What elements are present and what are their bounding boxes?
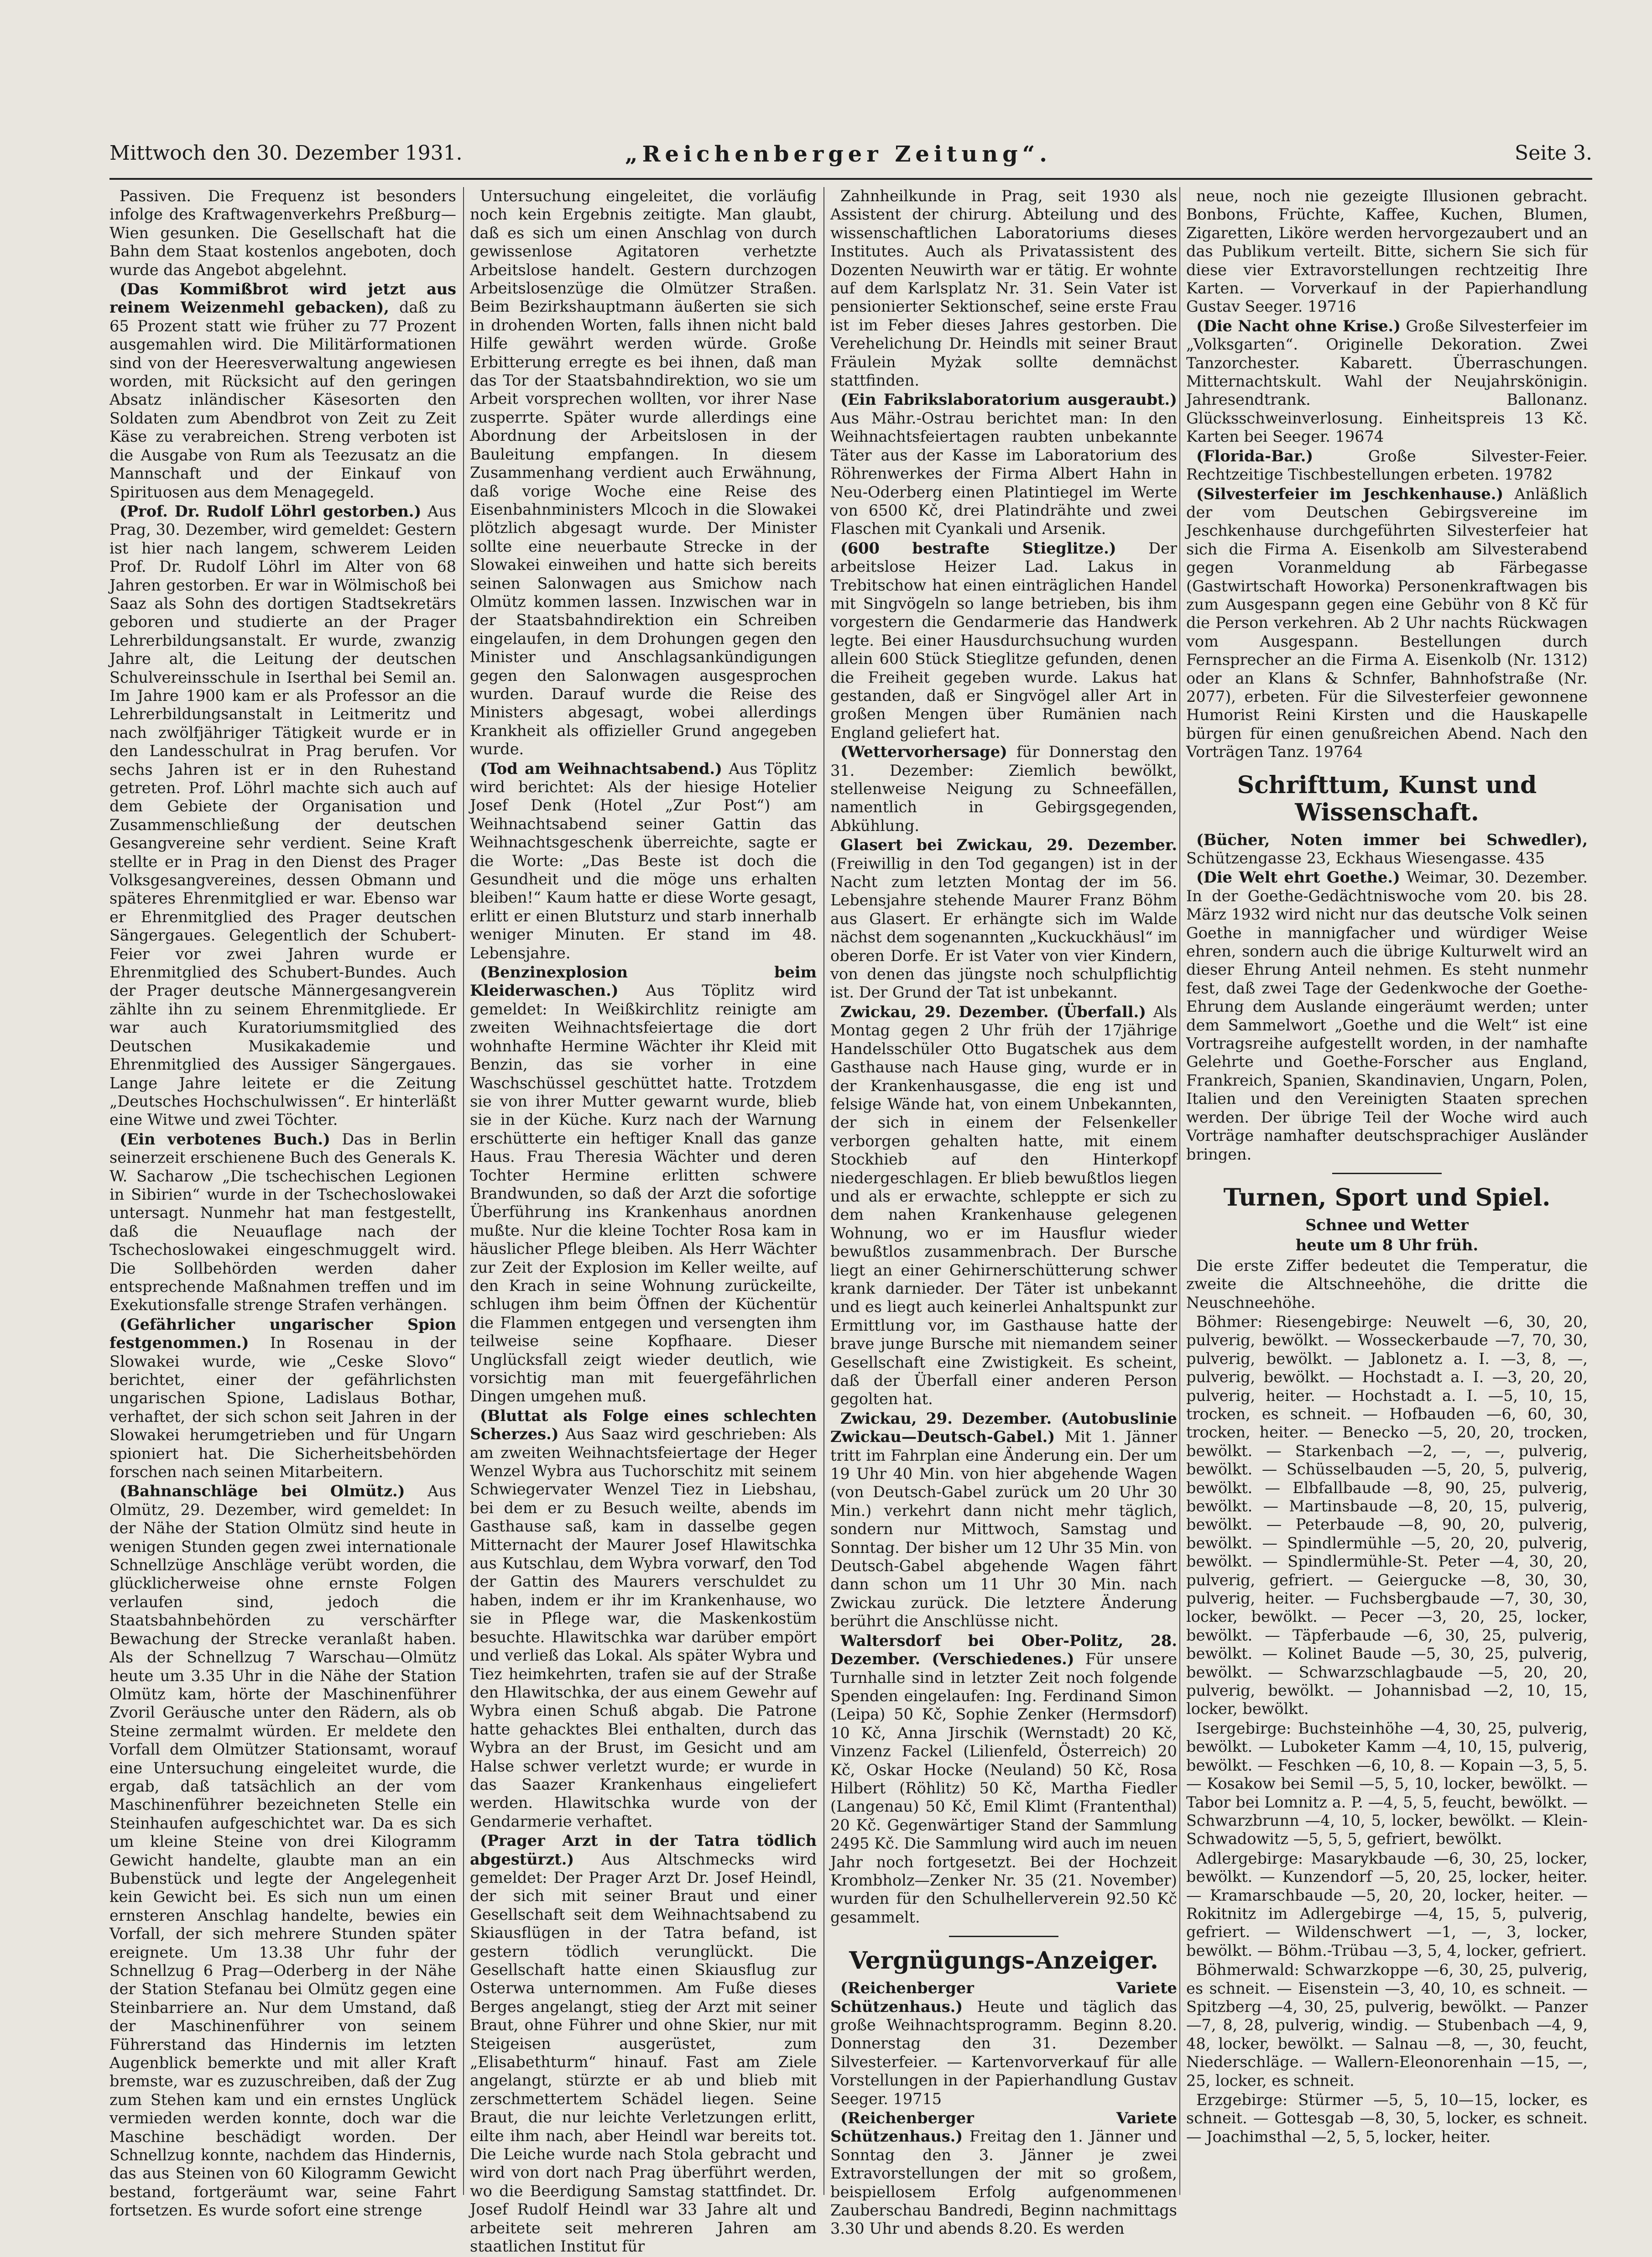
article	[1186, 868, 1588, 1164]
article-body: Der arbeitslose Heizer Lad. Lakus in Trebitschow hat einen einträglichen Handel mit Singvögeln so lange betrieben, bis ihm vorgestern die Gendarmerie das Handwerk legte. Bei einer Hausdurchsuchung wurden allein 600 Stück Stieglitze gefunden, denen die Freiheit gegeben wurde. Lakus hat gestanden, daß er Singvögel aller Art in großen Mengen über Rumänien nach England geliefert hat.	[830, 539, 1177, 742]
header-date: Mittwoch den 30. Dezember 1931.	[109, 141, 463, 165]
page-header	[109, 141, 1592, 173]
section-title: Turnen, Sport und Spiel.	[1223, 1183, 1551, 1212]
article-body: Aus Olmütz, 29. Dezember, wird gemeldet: In der Nähe der Station Olmütz sind heute in wenigen Stunden gegen zwei internationale Schnellzüge Anschläge verübt worden, die glücklicherweise ohne ernste Folgen verlaufen sind, jedoch die Staatsbahnbehörden zu verschärfter Bewachung der Strecke veranlaßt haben. Als der Schnellzug 7 Warschau—Olmütz heute um 3.35 Uhr in die Nähe der Station Olmütz kam, hörte der Maschinenführer Zvoril Geräusche unter den Rädern, als ob Steine zermalmt würden. Er meldete den Vorfall dem Olmützer Stationsamt, worauf eine Untersuchung eingeleitet wurde, die ergab, daß tatsächlich an der vom Maschinenführer bezeichneten Stelle ein Steinhaufen aufgeschichtet war. Da es sich um kleine Steine von drei Kilogramm Gewicht handelte, glaubte man an ein Bubenstück und legte der Angelegenheit kein Gewicht bei. Es sich nun um einen ernsteren Anschlag handelte, bewies ein Vorfall, der sich mehrere Stunden später ereignete. Um 13.38 Uhr fuhr der Schnellzug 6 Prag—Oderberg in der Nähe der Station Stefanau bei Olmütz gegen eine Steinbarriere an. Nur dem Umstand, daß der Maschinenführer von seinem Führerstand das Hindernis im letzten Augenblick bemerkte und mit aller Kraft bremste, war es zuzuschreiben, daß der Zug zum Stehen kam und ein ernstes Unglück vermieden werden konnte, doch war die Maschine beschädigt worden. Der Schnellzug konnte, nachdem das Hindernis, das aus Steinen von 60 Kilogramm Gewicht bestand, fortgeräumt war, seine Fahrt fortsetzen. Es wurde sofort eine strenge	[109, 1482, 456, 2220]
column-1	[109, 187, 456, 2221]
article	[830, 1632, 1177, 1927]
article	[830, 1410, 1177, 1631]
section-subtitle: Schnee und Wetter	[1305, 1216, 1469, 1234]
column-divider	[463, 187, 464, 2195]
article	[109, 1130, 456, 1315]
article	[109, 502, 456, 1129]
listing-headline: (Silvesterfeier im Jeschkenhause.)	[1196, 485, 1504, 503]
article-headline: (Ein verbotenes Buch.)	[120, 1130, 330, 1148]
article-headline: (Prof. Dr. Rudolf Löhrl gestorben.)	[120, 502, 422, 520]
article	[1186, 831, 1588, 868]
article	[470, 963, 817, 1406]
listing	[1186, 317, 1588, 446]
article-body: Für unsere Turnhalle sind in letzter Zeit noch folgende Spenden eingelaufen: Ing. Ferdinand Simon (Leipa) 50 Kč, Sophie Zenker (Hermsdorf) 10 Kč, Anna Jirschik (Wernstadt) 20 Kč, Vinzenz Fackel (Lilienfeld, Österreich) 20 Kč, Oskar Hocke (Neuland) 50 Kč, Rosa Hilbert (Röhlitz) 50 Kč, Martha Fiedler (Langenau) 50 Kč, Emil Klimt (Frantenthal) 20 Kč. Gegenwärtiger Stand der Sammlung 2495 Kč. Die Sammlung wird auch im neuen Jahr noch fortgesetzt. Bei der Hochzeit Krombholz—Zenker Nr. 35 (21. November) wurden für den Schulhellerverein 92.50 Kč gesammelt.	[830, 1650, 1177, 1926]
listing-headline: (Die Nacht ohne Krise.)	[1196, 317, 1401, 335]
article-text: neue, noch nie gezeigte Illusionen gebracht. Bonbons, Früchte, Kaffee, Kuchen, Blumen, Zigaretten, Liköre werden hervorgezaubert und an das Publikum verteilt. Bitte, sichern Sie sich für diese vier Extravorstellungen rechtzeitig Ihre Karten. — Vorverkauf in der Papierhandlung Gustav Seeger. 19716	[1186, 187, 1588, 316]
article-headline: (Prager Arzt in der Tatra tödlich abgestürzt.)	[470, 1832, 817, 1868]
listing-headline: (Reichenberger Variete Schützenhaus.)	[830, 2109, 1177, 2146]
weather-report: Erzgebirge: Stürmer —5, 5, 10—15, locker, es schneit. — Gottesgab —8, 30, 5, locker, es schneit. — Joachimsthal —2, 5, 5, locker, heiter.	[1186, 2091, 1588, 2146]
listing	[830, 1979, 1177, 2108]
weather-report: Böhmerwald: Schwarzkoppe —6, 30, 25, pulverig, es schneit. — Eisenstein —3, 40, 10, es schneit. — Spitzberg —4, 30, 25, pulverig, bewölkt. — Panzer —7, 8, 28, pulverig, windig. — Stubenbach —4, 9, 48, locker, bewölkt. — Salnau —8, —, 30, feucht, Niederschläge. — Wallern-Eleonorenhain —15, —, 25, locker, es schneit.	[1186, 1961, 1588, 2090]
article-headline: (Benzinexplosion beim Kleiderwaschen.)	[470, 963, 817, 1000]
article-headline: Zwickau, 29. Dezember. (Autobuslinie Zwickau—Deutsch-Gabel.)	[830, 1409, 1177, 1446]
listing-body: Große Silvesterfeier im „Volksgarten“. Originelle Dekoration. Zwei Tanzorchester. Kabarett. Überraschungen. Mitternachtskult. Wahl der Neujahrskönigin. Jahresendtrank. Ballonanz. Glücksschweinverlosung. Einheitspreis 13 Kč. Karten bei Seeger. 19674	[1186, 317, 1588, 446]
legend-text: Die erste Ziffer bedeutet die Temperatur, die zweite die Altschneehöhe, die dritte die Neuschneehöhe.	[1186, 1256, 1588, 1311]
listing	[1186, 485, 1588, 762]
article-body: Weimar, 30. Dezember. In der Goethe-Gedächtniswoche vom 20. bis 28. März 1932 wird nicht nur das deutsche Volk seinen Goethe in mannigfacher und würdiger Weise ehren, sondern auch die übrige Kulturwelt wird an dieser Ehrung Anteil nehmen. Es steht nunmehr fest, daß zwei Tage der Gedenkwoche der Goethe-Ehrung dem Auslande eingeräumt werden; unter dem Sammelwort „Goethe und die Welt“ ist eine Vortragsreihe aufgestellt worden, in der namhafte Gelehrte und Goethe-Forscher aus England, Frankreich, Spanien, Skandinavien, Ungarn, Polen, Italien und den Vereinigten Staaten sprechen werden. Der übrige Teil der Woche wird auch Vorträge namhafter deutschsprachiger Ausländer bringen.	[1186, 868, 1588, 1163]
article-body: Mit 1. Jänner tritt im Fahrplan eine Änderung ein. Der um 19 Uhr 40 Min. von hier abgehende Wagen (von Deutsch-Gabel zurück um 20 Uhr 30 Min.) verkehrt dann nicht mehr täglich, sondern nur Mittwoch, Samstag und Sonntag. Der bisher um 12 Uhr 35 Min. von Deutsch-Gabel abgehende Wagen fährt dann schon um 11 Uhr 30 Min. nach Zwickau zurück. Die letztere Änderung berührt die Anschlüsse nicht.	[830, 1428, 1177, 1630]
section-title: Schrifttum, Kunst und Wissenschaft.	[1237, 771, 1537, 826]
article-text: Untersuchung eingeleitet, die vorläufig noch kein Ergebnis zeitigte. Man glaubt, daß es sich um einen Anschlag von durch gewissenlose Agitatoren verhetzte Arbeitslose handelt. Gestern durchzogen Arbeitslosenzüge die Olmützer Straßen. Beim Bezirkshauptmann äußerten sie sich in drohenden Worten, falls ihnen nicht bald Hilfe gewährt werden würde. Große Erbitterung erregte es bei ihnen, daß man das Tor der Staatsbahndirektion, wo sie um Arbeit vorsprechen wollten, vor ihrer Nase zusperrte. Später wurde allerdings eine Abordnung der Arbeitslosen in der Bauleitung empfangen. In diesem Zusammenhang verdient auch Erwähnung, daß vorige Woche eine Reise des Eisenbahnministers Mlcoch in die Slowakei plötzlich abgesagt wurde. Der Minister sollte eine neuerbaute Strecke in der Slowakei einweihen und hatte sich bereits seinen Salonwagen aus Smichow nach Olmütz kommen lassen. Inzwischen war in der Staatsbahndirektion ein Schreiben eingelaufen, in dem Drohungen gegen den Minister und Anschlagsankündigungen gegen den Salonwagen ausgesprochen wurden. Darauf wurde die Reise des Ministers abgesagt, wobei allerdings Krankheit als offizieller Grund angegeben wurde.	[470, 187, 817, 758]
section-title: Vergnügungs-Anzeiger.	[849, 1947, 1158, 1975]
weather-report: Böhmer: Riesengebirge: Neuwelt —6, 30, 20, pulverig, bewölkt. — Wosseckerbaude —7, 70, 30, pulverig, bewölkt. — Jablonetz a. I. —3, 8, —, pulverig, bewölkt. — Hochstadt a. I. —3, 20, 20, pulverig, heiter. — Hochstadt a. I. —5, 10, 15, trocken, es schneit. — Hofbauden —6, 60, 30, trocken, heiter. — Benecko —5, 20, 20, trocken, bewölkt. — Starkenbach —2, —, —, pulverig, bewölkt. — Schüsselbauden —5, 20, 5, pulverig, bewölkt. — Elbfallbaude —8, 90, 25, pulverig, bewölkt. — Martinsbaude —8, 20, 15, pulverig, bewölkt. — Peterbaude —8, 90, 20, pulverig, bewölkt. — Spindlermühle —5, 20, 20, pulverig, bewölkt. — Spindlermühle-St. Peter —4, 30, 20, pulverig, gefriert. — Geiergucke —8, 30, 30, pulverig, heiter. — Fuchsbergbaude —7, 30, 30, locker, bewölkt. — Pecer —3, 20, 25, locker, bewölkt. — Täpferbaude —6, 30, 25, pulverig, bewölkt. — Kolinet Baude —5, 30, 25, pulverig, bewölkt. — Schwarzschlagbaude —5, 20, 20, pulverig, bewölkt. — Johannisbad —2, 10, 15, locker, bewölkt.	[1186, 1312, 1588, 1718]
newspaper-page	[96, 114, 1601, 2256]
article	[470, 1832, 817, 2256]
listing-headline: (Florida-Bar.)	[1196, 447, 1313, 465]
section-subtitle-time: heute um 8 Uhr früh.	[1295, 1236, 1479, 1254]
article	[109, 1482, 456, 2220]
article-text: Zahnheilkunde in Prag, seit 1930 als Assistent der chirurg. Abteilung und des wissenschaftlichen Laboratoriums dieses Institutes. Auch als Privatassistent des Dozenten Neuwirth war er tätig. Er wohnte auf dem Karlsplatz Nr. 31. Sein Vater ist pensionierter Sektionschef, seine erste Frau ist im Feber dieses Jahres gestorben. Die Verehelichung Dr. Heindls mit seiner Braut Fräulein Myżak sollte demnächst stattfinden.	[830, 187, 1177, 390]
article-body: Das in Berlin seinerzeit erschienene Buch des Generals K. W. Sacharow „Die tschechischen Legionen in Sibirien“ wurde in der Tschechoslowakei untersagt. Nunmehr hat man festgestellt, daß die Neuauflage nach der Tschechoslowakei eingeschmuggelt wird. Die Sollbehörden werden daher entsprechende Maßnahmen treffen und im Exekutionsfalle strenge Strafen verhängen.	[109, 1130, 456, 1314]
article-headline: Zwickau, 29. Dezember. (Überfall.)	[840, 1003, 1146, 1021]
header-rule	[109, 178, 1592, 180]
article-body: daß zu 65 Prozent statt wie früher zu 77 Prozent ausgemahlen wird. Die Militärformationen sind von der Heeresverwaltung angewiesen worden, mit Rücksicht auf den geringen Absatz inländischer Käsesorten den Soldaten zum Abendbrot von Zeit zu Zeit Käse zu verabreichen. Streng verboten ist die Ausgabe von Rum als Teezusatz an die Mannschaft und der Einkauf von Spirituosen aus dem Menagegeld.	[109, 298, 457, 501]
section-rule	[1332, 1173, 1442, 1174]
article	[830, 539, 1177, 742]
article-headline: (Ein Fabrikslaboratorium ausgeraubt.)	[840, 391, 1177, 409]
column-2	[470, 187, 817, 2257]
newspaper-title: „Reichenberger Zeitung“.	[625, 141, 1052, 167]
article-headline: (Bluttat als Folge eines schlechten Scherzes.)	[470, 1406, 817, 1443]
article-headline: (Bahnanschläge bei Olmütz.)	[120, 1482, 405, 1500]
weather-report: Adlergebirge: Masarykbaude —6, 30, 25, locker, bewölkt. — Kunzendorf —5, 20, 25, locker, heiter. — Kramarschbaude —5, 20, 20, locker, heiter. — Rokitnitz im Adlergebirge —4, 15, 5, pulverig, gefriert. — Wildenschwert —1, —, 3, locker, bewölkt. — Böhm.-Trübau —3, 5, 4, locker, gefriert.	[1186, 1849, 1588, 1959]
listing	[830, 2109, 1177, 2238]
article-body: Aus Mähr.-Ostrau berichtet man: In den Weihnachtsfeiertagen raubten unbekannte Täter aus der Kasse im Laboratorium des Röhrenwerkes der Firma Albert Hahn in Neu-Oderberg einen Platintiegel im Werte von 6500 Kč, drei Platindrähte und zwei Flaschen mit Cyankali und Arsenik.	[830, 409, 1177, 538]
article	[830, 391, 1177, 538]
article-headline: (Bücher, Noten immer bei Schwedler),	[1196, 831, 1588, 849]
article-body: Aus Töplitz wird gemeldet: In Weißkirchlitz reinigte am zweiten Weihnachtsfeiertage die dort wohnhafte Hermine Wächter ihr Kleid mit Benzin, das sie vorher in eine Waschschüssel geschüttet hatte. Trotzdem sie von ihrer Mutter gewarnt wurde, blieb sie in der Küche. Kurz nach der Warnung erschütterte ein heftiger Knall das ganze Haus. Frau Theresia Wächter und deren Tochter Hermine erlitten schwere Brandwunden, so daß der Arzt die sofortige Überführung ins Krankenhaus anordnen mußte. Nur die kleine Tochter Rosa kam in häuslicher Pflege bleiben. Als Herr Wächter zur Zeit der Explosion im Keller weilte, auf den Krach in seine Wohnung zurückeilte, schlugen ihm beim Öffnen der Küchentür die Flammen entgegen und versengten ihm teilweise seine Kopfhaare. Dieser Unglücksfall zeigt wieder deutlich, wie vorsichtig man mit feuergefährlichen Dingen umgehen muß.	[470, 982, 817, 1405]
listing-body: Anläßlich der vom Deutschen Gebirgsvereine im Jeschkenhause durchgeführten Silvesterfeier hat sich die Firma A. Eisenkolb am Silvesterabend gegen Voranmeldung ab Färbegasse (Gastwirtschaft Howorka) Personenkraftwagen bis zum Ausgespann gegen eine Gebühr von 8 Kč für die Person verkehren. Ab 2 Uhr nachts Rückwagen vom Ausgespann. Bestellungen durch Fernsprecher an die Firma A. Eisenkolb (Nr. 1312) oder an Klans & Schnfer, Bahnhofstraße (Nr. 2077), erbeten. Für die Silvesterfeier gewonnene Humorist Reini Kirsten und die Hauskapelle bürgen für einen genußreichen Abend. Nach den Vorträgen Tanz. 19764	[1186, 485, 1588, 761]
article-body: Aus Saaz wird geschrieben: Als am zweiten Weihnachtsfeiertage der Heger Wenzel Wybra aus Tuchorschitz mit seinem Schwiegervater Wenzel Tiez in Liebshau, bei dem er zu Besuch weilte, abends im Gasthause saß, kam in dasselbe gegen Mitternacht der Maurer Josef Hlawitschka aus Kutschlau, dem Wybra vorwarf, den Tod der Gattin des Maurers verschuldet zu haben, indem er ihr im Krankenhause, wo sie in Pflege war, die Maskenkostüm besuchte. Hlawitschka war darüber empört und verließ das Lokal. Als später Wybra und Tiez heimkehrten, trafen sie auf der Straße den Hlawitschka, der aus einem Gewehr auf Wybra einen Schuß abgab. Die Patrone hatte gehacktes Blei enthalten, durch das Wybra an der Brust, im Gesicht und am Halse schwer verletzt wurde; er wurde in das Saazer Krankenhaus eingeliefert werden. Hlawitschka wurde von der Gendarmerie verhaftet.	[470, 1425, 817, 1830]
article-headline: (600 bestrafte Stieglitze.)	[840, 539, 1116, 557]
article-headline: (Gefährlicher ungarischer Spion festgenommen.)	[109, 1315, 456, 1352]
article-headline: (Das Kommißbrot wird jetzt aus reinem Weizenmehl gebacken),	[109, 280, 456, 317]
listing-body: Freitag den 1. Jänner und Sonntag den 3. Jänner je zwei Extravorstellungen der mit so großem, beispiellosem Erfolg aufgenommenen Zauberschau Bandredi, Beginn nachmittags 3.30 Uhr und abends 8.20. Es werden	[830, 2127, 1177, 2238]
article	[109, 1316, 456, 1482]
article-body: Aus Töplitz wird berichtet: Als der hiesige Hotelier Josef Denk (Hotel „Zur Post“) am Weihnachtsabend seiner Gattin das Weihnachtsgeschenk überreichte, sagte er die Worte: „Das Beste ist doch die Gesundheit und die möge uns erhalten bleiben!“ Kaum hatte er diese Worte gesagt, erlitt er einen Blutsturz und starb innerhalb weniger Minuten. Er stand im 48. Lebensjahre.	[470, 759, 817, 962]
column-divider	[1179, 187, 1180, 2195]
article	[109, 280, 456, 502]
article-body: Aus Altschmecks wird gemeldet: Der Prager Arzt Dr. Josef Heindl, der sich mit seiner Braut und einer Gesellschaft seit dem Weihnachtsabend zu Skiausflügen in der Tatra befand, ist gestern tödlich verunglückt. Die Gesellschaft hatte einen Skiausflug zur Osterwa unternommen. Am Fuße dieses Berges angelangt, stieg der Arzt mit seiner Braut, ohne Führer und ohne Skier, nur mit Steigeisen ausgerüstet, zum „Elisabethturm“ hinauf. Fast am Ziele angelangt, stürzte er ab und blieb mit zerschmettertem Schädel liegen. Seine Braut, die nur leichte Verletzungen erlitt, eilte ihm nach, aber Heindl war bereits tot. Die Leiche wurde nach Stola gebracht und wird von dort nach Prag überführt werden, wo die Beerdigung Samstag stattfindet. Dr. Josef Rudolf Heindl war 33 Jahre alt und arbeitete seit mehreren Jahren am staatlichen Institut für	[470, 1850, 817, 2256]
article-body: Aus Prag, 30. Dezember, wird gemeldet: Gestern ist hier nach langem, schwerem Leiden Prof. Dr. Rudolf Löhrl im Alter von 68 Jahren gestorben. Er war in Wölmischoß bei Saaz als Sohn des dortigen Stadtsekretärs geboren und studierte an der Prager Lehrerbildungsanstalt. Er wurde, zwanzig Jahre alt, die Leitung der deutschen Schulvereinsschule in Iserthal bei Semil an. Im Jahre 1900 kam er als Professor an die Lehrerbildungsanstalt in Leitmeritz und nach zwölfjähriger Tätigkeit wurde er in den Landesschulrat in Prag berufen. Vor sechs Jahren ist er in den Ruhestand getreten. Prof. Löhrl machte sich auch auf dem Gebiete der Organisation und Zusammenschließung der deutschen Gesangvereine sehr verdient. Seine Kraft stellte er in Prag in den Dienst des Prager Volksgesangvereines, dessen Obmann und späteres Ehrenmitglied er war. Ebenso war er Ehrenmitglied des Prager deutschen Sängergaues. Gelegentlich der Schubert-Feier vor zwei Jahren wurde er Ehrenmitglied des Schubert-Bundes. Auch der Prager deutsche Männergesangverein zählte ihn zu seinem Ehrenmitgliede. Er war auch Kuratoriumsmitglied des Deutschen Musikakademie und Ehrenmitglied des Aussiger Sängergaues. Lange Jahre leitete er die Zeitung „Deutsches Hochschulwissen“. Er hinterläßt eine Witwe und zwei Töchter.	[109, 502, 456, 1129]
page-number: Seite 3.	[1515, 141, 1592, 165]
listing-body: Große Silvester-Feier. Rechtzeitige Tischbestellungen erbeten. 19782	[1186, 447, 1588, 484]
column-3	[830, 187, 1177, 2239]
article-body: In Rosenau in der Slowakei wurde, wie „Ceske Slovo“ berichtet, einer der gefährlichsten ungarischen Spione, Ladislaus Bothar, verhaftet, der sich schon seit Jahren in der Slowakei herumgetrieben und für Ungarn spioniert hat. Die Sicherheitsbehörden forschen nach seinen Mitarbeitern.	[109, 1334, 456, 1481]
article-headline: (Tod am Weihnachtsabend.)	[480, 759, 722, 778]
listing-headline: (Reichenberger Variete Schützenhaus.)	[830, 1979, 1177, 2016]
article	[470, 1407, 817, 1831]
listing-body: Heute und täglich das große Weihnachtsprogramm. Beginn 8.20. Donnerstag den 31. Dezember Silvesterfeier. — Kartenvorverkauf für alle Vorstellungen in der Papierhandlung Gustav Seeger. 19715	[830, 1997, 1177, 2108]
article	[830, 836, 1177, 1002]
article	[830, 1003, 1177, 1409]
article-headline: (Die Welt ehrt Goethe.)	[1196, 868, 1400, 887]
article-body: (Freiwillig in den Tod gegangen) ist in der Nacht zum letzten Montag der im 56. Lebensjahre stehende Maurer Franz Böhm aus Glasert. Er erhängte sich im Walde nächst dem sogenannten „Kuckuckhäusl“ im oberen Dorfe. Er ist Vater von vier Kindern, von denen das jüngste noch schulpflichtig ist. Der Grund der Tat ist unbekannt.	[830, 854, 1177, 1002]
article-body: Als Montag gegen 2 Uhr früh der 17jährige Handelsschüler Otto Bugatschek aus dem Gasthause nach Hause ging, wurde er in der Krankenhausgasse, die eng ist und felsige Wände hat, von einem Unbekannten, der sich in einem der Felsenkeller verborgen gehalten hatte, mit einem Stockhieb auf den Hinterkopf niedergeschlagen. Er blieb bewußtlos liegen und als er erwachte, schleppte er sich zu dem nahen Krankenhause gelegenen Wohnung, wo er im Hausflur wieder bewußtlos zusammenbrach. Der Bursche liegt an einer Gehirnerschütterung schwer krank darnieder. Der Täter ist unbekannt und es liegt auch keinerlei Anhaltspunkt zur Ermittlung vor, im Gasthause hatte der brave junge Bursche mit niemandem seiner Gesellschaft eine Zwistigkeit. Es scheint, daß der Überfall einer anderen Person gegolten hat.	[830, 1003, 1177, 1408]
column-4	[1186, 187, 1588, 2147]
section-rule	[949, 1936, 1058, 1937]
article	[470, 760, 817, 962]
article-headline: Glasert bei Zwickau, 29. Dezember.	[840, 836, 1177, 854]
weather-report: Isergebirge: Buchsteinhöhe —4, 30, 25, pulverig, bewölkt. — Luboketer Kamm —4, 10, 15, pulverig, bewölkt. — Feschken —6, 10, 8. — Kopain —3, 5, 5. — Kosakow bei Semil —5, 5, 10, locker, bewölkt. — Tabor bei Lomnitz a. P. —4, 5, 5, feucht, bewölkt. — Schwarzbrunn —4, 10, 5, locker, bewölkt. — Klein-Schwadowitz —5, 5, 5, gefriert, bewölkt.	[1186, 1719, 1588, 1848]
article-headline: Waltersdorf bei Ober-Politz, 28. Dezember. (Verschiedenes.)	[830, 1631, 1177, 1668]
article-text: Passiven. Die Frequenz ist besonders infolge des Kraftwagenverkehrs Preßburg—Wien gesunken. Die Gesellschaft hat die Bahn dem Staat kostenlos angeboten, doch wurde das Angebot abgelehnt.	[109, 187, 456, 279]
listing	[1186, 447, 1588, 484]
article	[830, 743, 1177, 835]
column-divider	[823, 187, 824, 2195]
article-body: Schützengasse 23, Eckhaus Wiesengasse. 435	[1186, 849, 1545, 867]
article-headline: (Wettervorhersage)	[840, 743, 1007, 761]
article-body: für Donnerstag den 31. Dezember: Ziemlich bewölkt, stellenweise Neigung zu Schneefällen, namentlich in Gebirgsgegenden, Abkühlung.	[830, 743, 1177, 835]
